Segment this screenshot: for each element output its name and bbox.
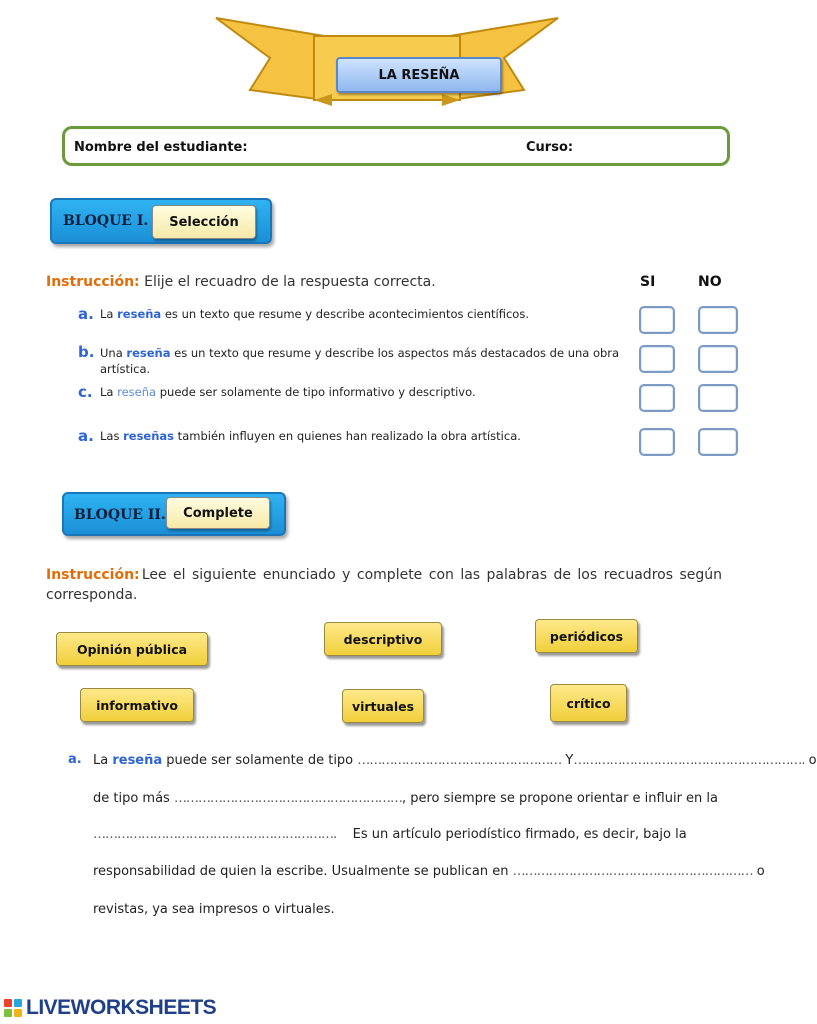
blank-3[interactable]: ………………………………………………… (173, 791, 402, 806)
liveworksheets-icon (4, 999, 22, 1017)
paragraph-letter: a. (68, 752, 82, 767)
footer-logo (4, 996, 216, 1020)
item-text: La reseña puede ser solamente de tipo informativo y descriptivo. (100, 385, 476, 399)
word-virtuales[interactable]: virtuales (342, 689, 424, 723)
instruction-text: Elije el recuadro de la respuesta correcta. (144, 274, 436, 290)
word-opinion-publica[interactable]: Opinión pública (56, 632, 208, 666)
checkbox-no-2[interactable] (698, 345, 738, 373)
page-title: LA RESEÑA (336, 57, 502, 93)
checkbox-no-1[interactable] (698, 306, 738, 334)
paragraph-line-2: de tipo más …………………………………………………, pero siempre se propone orientar e influir en la (93, 791, 718, 806)
word-periodicos[interactable]: periódicos (535, 619, 638, 653)
blank-2[interactable]: …………………………………………………. (573, 753, 805, 768)
blank-1[interactable]: …………………………………………… (357, 753, 562, 768)
instruction-label: Instrucción: (46, 567, 140, 583)
item-text: Una reseña es un texto que resume y describe los aspectos más destacados de una obra artística. (100, 346, 620, 376)
block-2-instruction (46, 565, 722, 605)
blank-5[interactable]: …………………………………………………… (512, 864, 753, 879)
checkbox-yes-1[interactable] (639, 306, 675, 334)
block-2-label: BLOQUE II. (74, 507, 166, 523)
paragraph-line-1: La reseña puede ser solamente de tipo …………………………………………… Y…………………………………………………. o (93, 753, 817, 768)
student-name-label: Nombre del estudiante: (74, 140, 248, 155)
column-no: NO (698, 274, 722, 290)
word-critico[interactable]: crítico (550, 684, 627, 722)
block-1-instruction (46, 274, 436, 290)
column-yes: SI (640, 274, 656, 290)
item-letter: a. (78, 305, 94, 323)
instruction-text-cont: corresponda. (46, 587, 138, 603)
brand-name: LIVEWORKSHEETS (26, 996, 217, 1019)
instruction-text: Lee el siguiente enunciado y complete con las palabras de los recuadros según (141, 567, 722, 583)
checkbox-yes-4[interactable] (639, 428, 675, 456)
item-letter: c. (78, 383, 93, 401)
block-1-chip: Selección (152, 205, 256, 239)
blank-4[interactable]: ……………………………………………………. (93, 827, 337, 842)
checkbox-no-4[interactable] (698, 428, 738, 456)
checkbox-no-3[interactable] (698, 384, 738, 412)
checkbox-yes-3[interactable] (639, 384, 675, 412)
paragraph-line-3: ……………………………………………………. Es un artículo periodístico firmado, es decir, bajo la (93, 827, 687, 842)
block-2-chip: Complete (166, 497, 270, 529)
paragraph-line-5: revistas, ya sea impresos o virtuales. (93, 902, 335, 917)
item-letter: a. (78, 427, 94, 445)
block-1-label: BLOQUE I. (63, 213, 149, 229)
word-descriptivo[interactable]: descriptivo (324, 622, 442, 656)
item-text: Las reseñas también influyen en quienes han realizado la obra artística. (100, 429, 521, 443)
checkbox-yes-2[interactable] (639, 345, 675, 373)
paragraph-line-4: responsabilidad de quien la escribe. Usualmente se publican en …………………………………………………… o (93, 864, 765, 879)
item-text: La reseña es un texto que resume y describe acontecimientos científicos. (100, 307, 529, 321)
word-informativo[interactable]: informativo (80, 688, 194, 722)
item-letter: b. (78, 343, 95, 361)
course-label: Curso: (526, 140, 574, 155)
instruction-label: Instrucción: (46, 274, 140, 290)
